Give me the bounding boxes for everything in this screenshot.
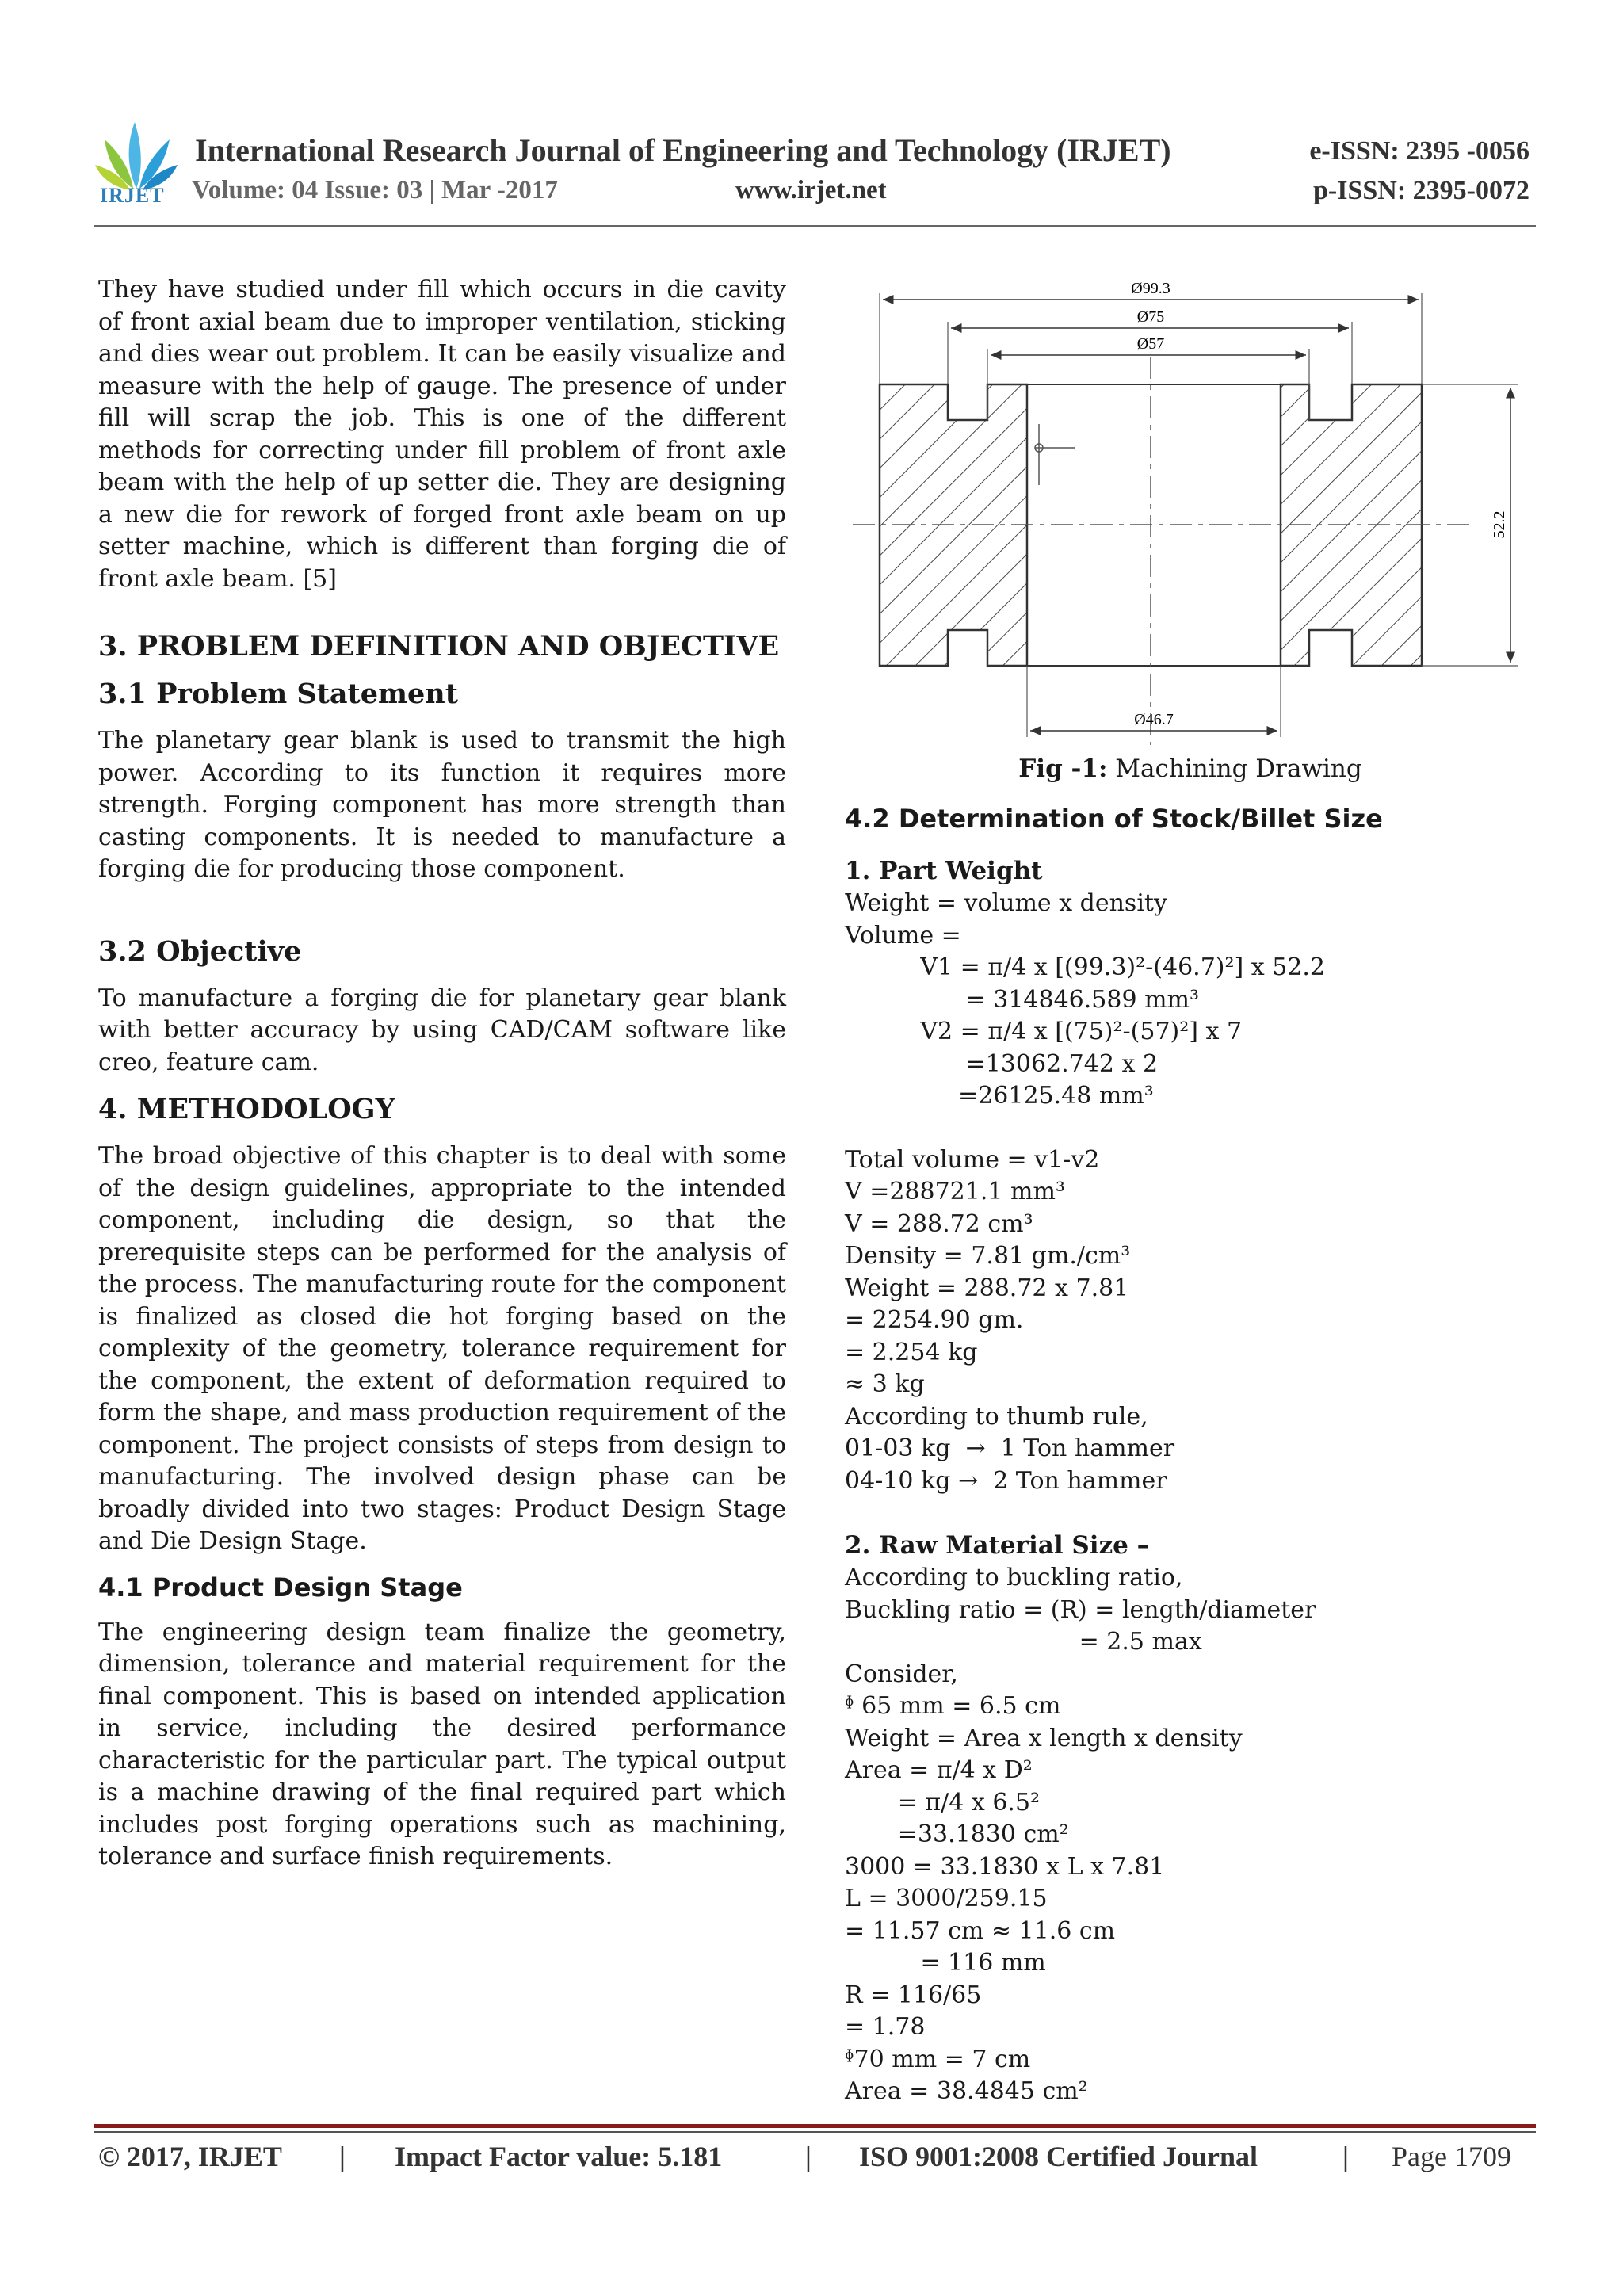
volume-issue: Volume: 04 Issue: 03 | Mar -2017 (192, 176, 558, 204)
calc-line: V = 288.72 cm³ (845, 1209, 1033, 1238)
calc-line: R = 116/65 (845, 1981, 982, 2009)
calc-line: 3000 = 33.1830 x L x 7.81 (845, 1852, 1165, 1881)
footer-rule (94, 2124, 1536, 2128)
calc-line: = 1.78 (845, 2013, 926, 2041)
calc-line: Weight = volume x density (845, 889, 1167, 917)
calc-line: V1 = π/4 x [(99.3)²-(46.7)²] x 52.2 (845, 953, 1326, 981)
dimension-height: 52.2 (1491, 510, 1508, 539)
part-weight-heading: 1. Part Weight (845, 857, 1043, 885)
calc-line: =13062.742 x 2 (845, 1049, 1159, 1078)
calc-line: According to thumb rule, (845, 1402, 1148, 1431)
footer-impact-factor: Impact Factor value: 5.181 (395, 2141, 723, 2172)
calc-line: = 2254.90 gm. (845, 1306, 1024, 1334)
calc-line: V =288721.1 mm³ (845, 1178, 1065, 1205)
eissn: e-ISSN: 2395 -0056 (1309, 136, 1529, 166)
dimension-bore: Ø57 (1136, 335, 1165, 353)
section-3-1-heading: 3.1 Problem Statement (98, 678, 458, 710)
calc-line: L = 3000/259.15 (845, 1885, 1048, 1912)
calc-line: = 116 mm (845, 1949, 1046, 1977)
header-divider (94, 225, 1536, 227)
footer-copyright: © 2017, IRJET (98, 2141, 282, 2172)
calc-line: =26125.48 mm³ (845, 1082, 1154, 1110)
dimension-groove: Ø75 (1136, 308, 1165, 326)
section-3-heading: 3. PROBLEM DEFINITION AND OBJECTIVE (98, 630, 780, 663)
footer-page-number: Page 1709 (1392, 2141, 1511, 2172)
calc-line: Area = π/4 x D² (845, 1756, 1033, 1784)
calc-line: ≈ 3 kg (845, 1370, 925, 1398)
calc-line: = 11.57 cm ≈ 11.6 cm (845, 1916, 1116, 1945)
raw-material-heading: 2. Raw Material Size – (845, 1531, 1150, 1560)
calc-line: Weight = 288.72 x 7.81 (845, 1274, 1129, 1302)
section-4-1-text: The engineering design team finalize the geometry, dimension, tolerance and material requirement for the final component. This is based on intended application in service, including the desired performance characteristic for the particular part. The typical output is a machine drawing of the final required part which includes post forging operations such as machining, tolerance and surface finish requirements. (98, 1618, 786, 1870)
section-3-1-text: The planetary gear blank is used to transmit the high power. According to its function it requires more strength. Forging component has more strength than casting components. It is needed to manufacture a forging die for producing those component. (98, 727, 786, 883)
calc-line: = 2.5 max (845, 1628, 1202, 1656)
machining-drawing (845, 269, 1536, 785)
footer-iso: ISO 9001:2008 Certified Journal (859, 2141, 1258, 2172)
intro-paragraph: They have studied under fill which occurs in die cavity of front axial beam due to improper ventilation, sticking and dies wear out problem. It can be easily visualize and measure with the help of gauge. The presence of under fill will scrap the job. This is one of the different methods for correcting under fill problem of front axle beam with the help of up setter die. They are designing a new die for rework of forged front axle beam on up setter machine, which is different than forging die of front axle beam. [5] (98, 276, 786, 593)
footer-separator: | (1342, 2141, 1349, 2172)
calc-line: Weight = Area x length x density (845, 1724, 1243, 1752)
calc-line: Buckling ratio = (R) = length/diameter (845, 1595, 1316, 1624)
calc-line: Area = 38.4845 cm² (845, 2077, 1088, 2105)
dimension-bottom: Ø46.7 (1134, 711, 1174, 728)
figure-caption (845, 753, 1536, 785)
section-4-text: The broad objective of this chapter is to deal with some of the design guidelines, appropriate to the intended component, including die design, so that the prerequisite steps can be performed for the analysis of the process. The manufacturing route for the component is finalized as closed die hot forging based on the complexity of the geometry, tolerance requirement for the component, the extent of deformation required to form the shape, and mass production requirement of the component. The project consists of steps from design to manufacturing. The involved design phase can be broadly divided into two stages: Product Design Stage and Die Design Stage. (98, 1142, 786, 1555)
right-column (845, 854, 1526, 2108)
journal-title: International Research Journal of Engineering and Technology (IRJET) (195, 132, 1171, 168)
calc-line: Volume = (845, 921, 961, 949)
section-4-2-heading: 4.2 Determination of Stock/Billet Size (845, 804, 1383, 834)
calc-line: = 2.254 kg (845, 1338, 978, 1366)
calc-line: ᶲ 65 mm = 6.5 cm (845, 1692, 1061, 1720)
calc-line: According to buckling ratio, (845, 1564, 1183, 1591)
calc-line: = π/4 x 6.5² (845, 1788, 1041, 1817)
footer-separator: | (339, 2141, 346, 2172)
calc-line: Consider, (845, 1660, 958, 1688)
dimension-outer: Ø99.3 (1131, 280, 1170, 297)
calc-line: Density = 7.81 gm./cm³ (845, 1242, 1131, 1270)
footer-rule-thin (94, 2131, 1536, 2133)
section-4-heading: 4. METHODOLOGY (98, 1093, 395, 1125)
section-4-1-heading: 4.1 Product Design Stage (98, 1572, 463, 1603)
section-3-2-heading: 3.2 Objective (98, 934, 302, 968)
figure-caption-text: Machining Drawing (1107, 755, 1362, 783)
journal-website-link[interactable]: www.irjet.net (735, 176, 887, 204)
calc-line: = 314846.589 mm³ (845, 985, 1200, 1014)
calc-line: =33.1830 cm² (845, 1820, 1069, 1848)
left-column (98, 274, 786, 1874)
figure-caption-label: Fig -1: (1018, 755, 1108, 783)
section-3-2-text: To manufacture a forging die for planetary gear blank with better accuracy by using CAD/CAM software like creo, feature cam. (98, 984, 786, 1076)
logo-text: IRJET (100, 184, 165, 207)
calc-line: 04-10 kg → 2 Ton hammer (845, 1466, 1167, 1495)
calc-line: V2 = π/4 x [(75)²-(57)²] x 7 (845, 1018, 1243, 1045)
calc-line: Total volume = v1-v2 (845, 1145, 1100, 1174)
calc-line: ᶲ70 mm = 7 cm (845, 2045, 1031, 2073)
calc-line: 01-03 kg → 1 Ton hammer (845, 1435, 1175, 1462)
pissn: p-ISSN: 2395-0072 (1313, 176, 1529, 205)
footer-separator: | (805, 2141, 812, 2172)
